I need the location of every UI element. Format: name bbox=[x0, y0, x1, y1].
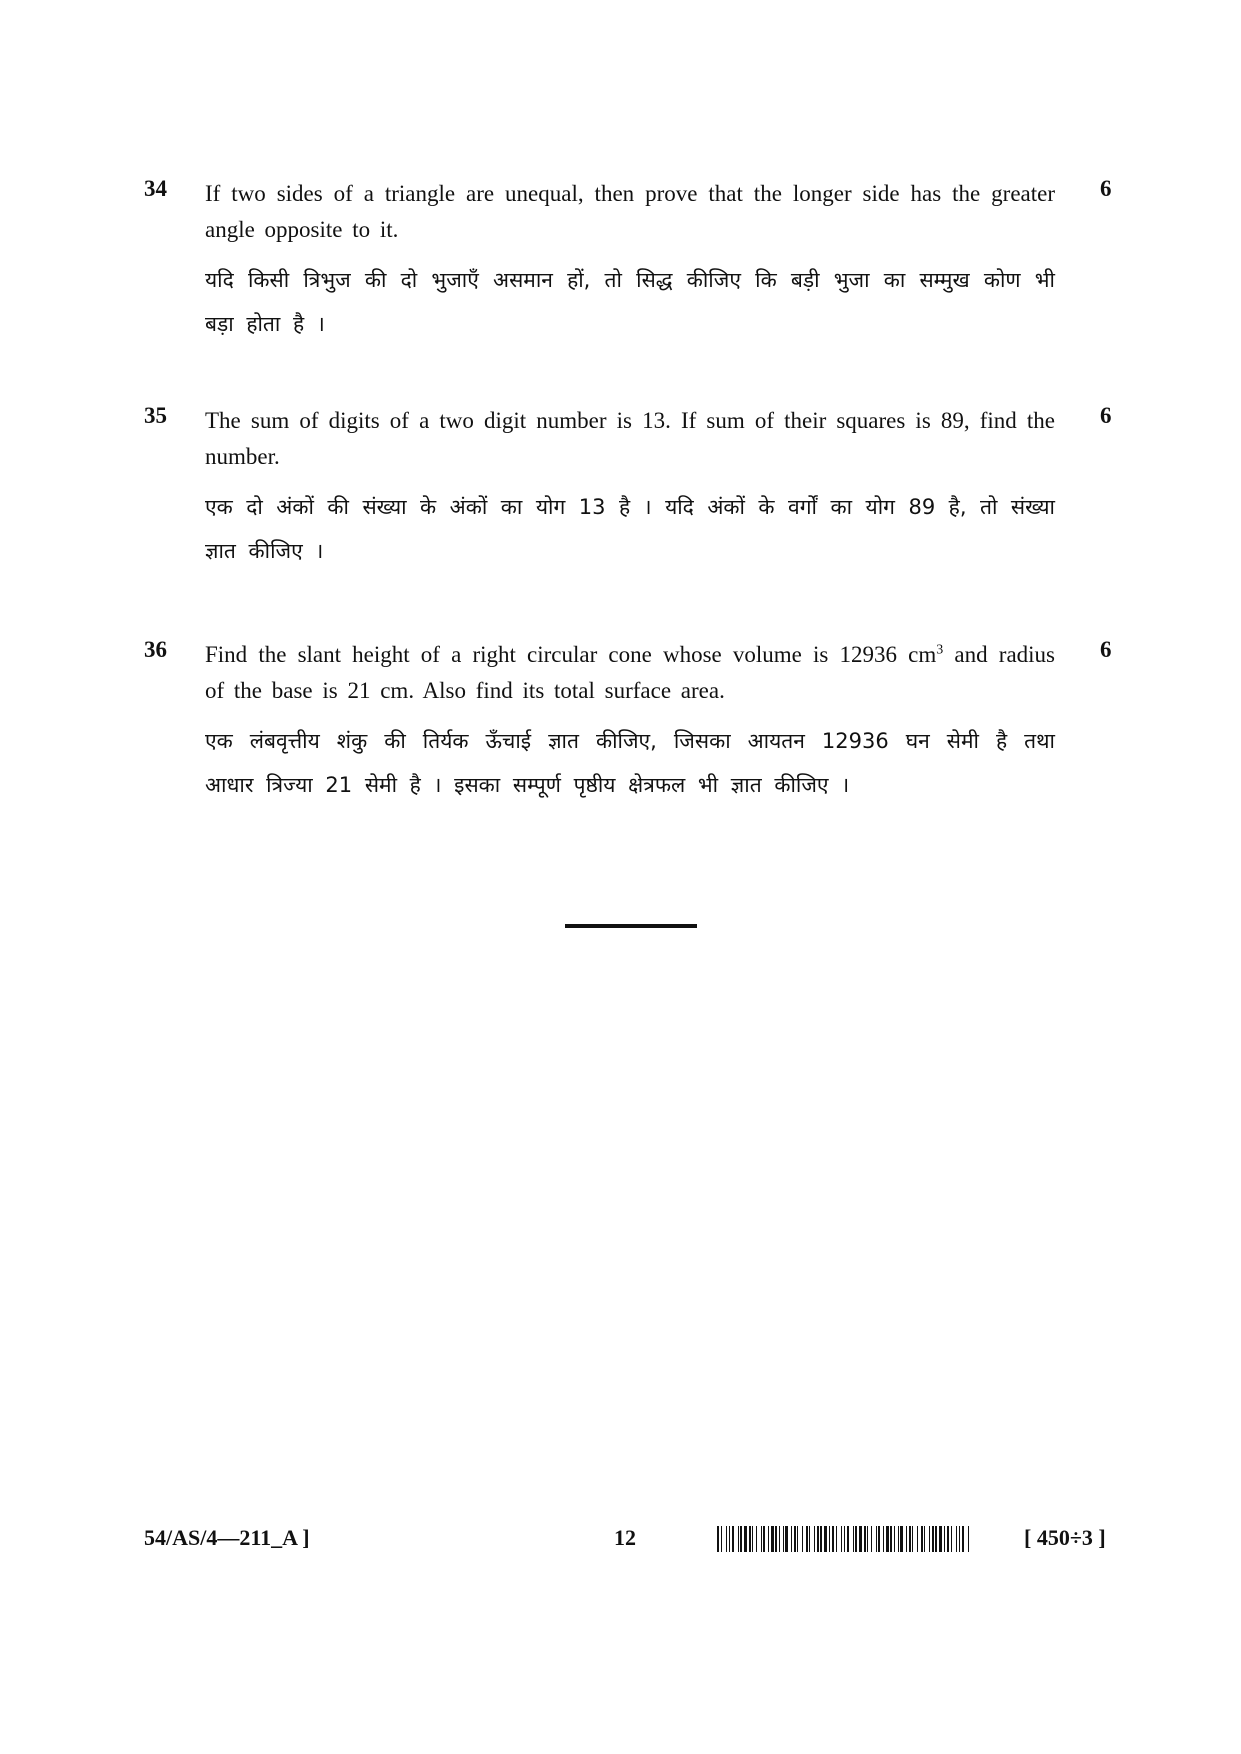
question-text-hindi: एक दो अंकों की संख्या के अंकों का योग 13 है । यदि अंकों के वर्गों का योग 89 है, तो संख्या ज्ञात कीजिए । bbox=[205, 495, 1055, 563]
page-footer bbox=[0, 1525, 1241, 1565]
barcode-icon bbox=[717, 1526, 969, 1552]
question-marks: 6 bbox=[1100, 637, 1112, 662]
end-of-paper-rule bbox=[565, 924, 697, 928]
question-body bbox=[205, 176, 1055, 346]
question-text-hindi: यदि किसी त्रिभुज की दो भुजाएँ असमान हों, तो सिद्ध कीजिए कि बड़ी भुजा का सम्मुख कोण भी बड़ा होता है । bbox=[205, 268, 1055, 336]
print-count: [ 450÷3 ] bbox=[1024, 1525, 1106, 1550]
question-marks: 6 bbox=[1100, 403, 1112, 428]
paper-code: 54/AS/4—211_A ] bbox=[144, 1525, 310, 1550]
page-number: 12 bbox=[614, 1525, 636, 1550]
cube-superscript: 3 bbox=[936, 642, 944, 658]
question-text-english: The sum of digits of a two digit number is 13. If sum of their squares is 89, find the number. bbox=[205, 408, 1055, 469]
question-number: 34 bbox=[144, 176, 167, 201]
question-body bbox=[205, 403, 1055, 573]
question-text-english: If two sides of a triangle are unequal, then prove that the longer side has the greater angle opposite to it. bbox=[205, 181, 1055, 242]
question-text-part2: and radius of the base is 21 cm. Also find its total surface area. bbox=[205, 642, 1055, 703]
question-number: 35 bbox=[144, 403, 167, 428]
question-number: 36 bbox=[144, 637, 167, 662]
question-text-part1: Find the slant height of a right circular cone whose volume is 12936 cm bbox=[205, 642, 937, 667]
question-body bbox=[205, 637, 1055, 807]
question-text-english bbox=[205, 637, 1055, 709]
question-text-hindi: एक लंबवृत्तीय शंकु की तिर्यक ऊँचाई ज्ञात कीजिए, जिसका आयतन 12936 घन सेमी है तथा आधार त्रिज्या 21 सेमी है । इसका सम्पूर्ण पृष्ठीय क्षेत्रफल भी ज्ञात कीजिए । bbox=[205, 729, 1055, 797]
question-marks: 6 bbox=[1100, 176, 1112, 201]
